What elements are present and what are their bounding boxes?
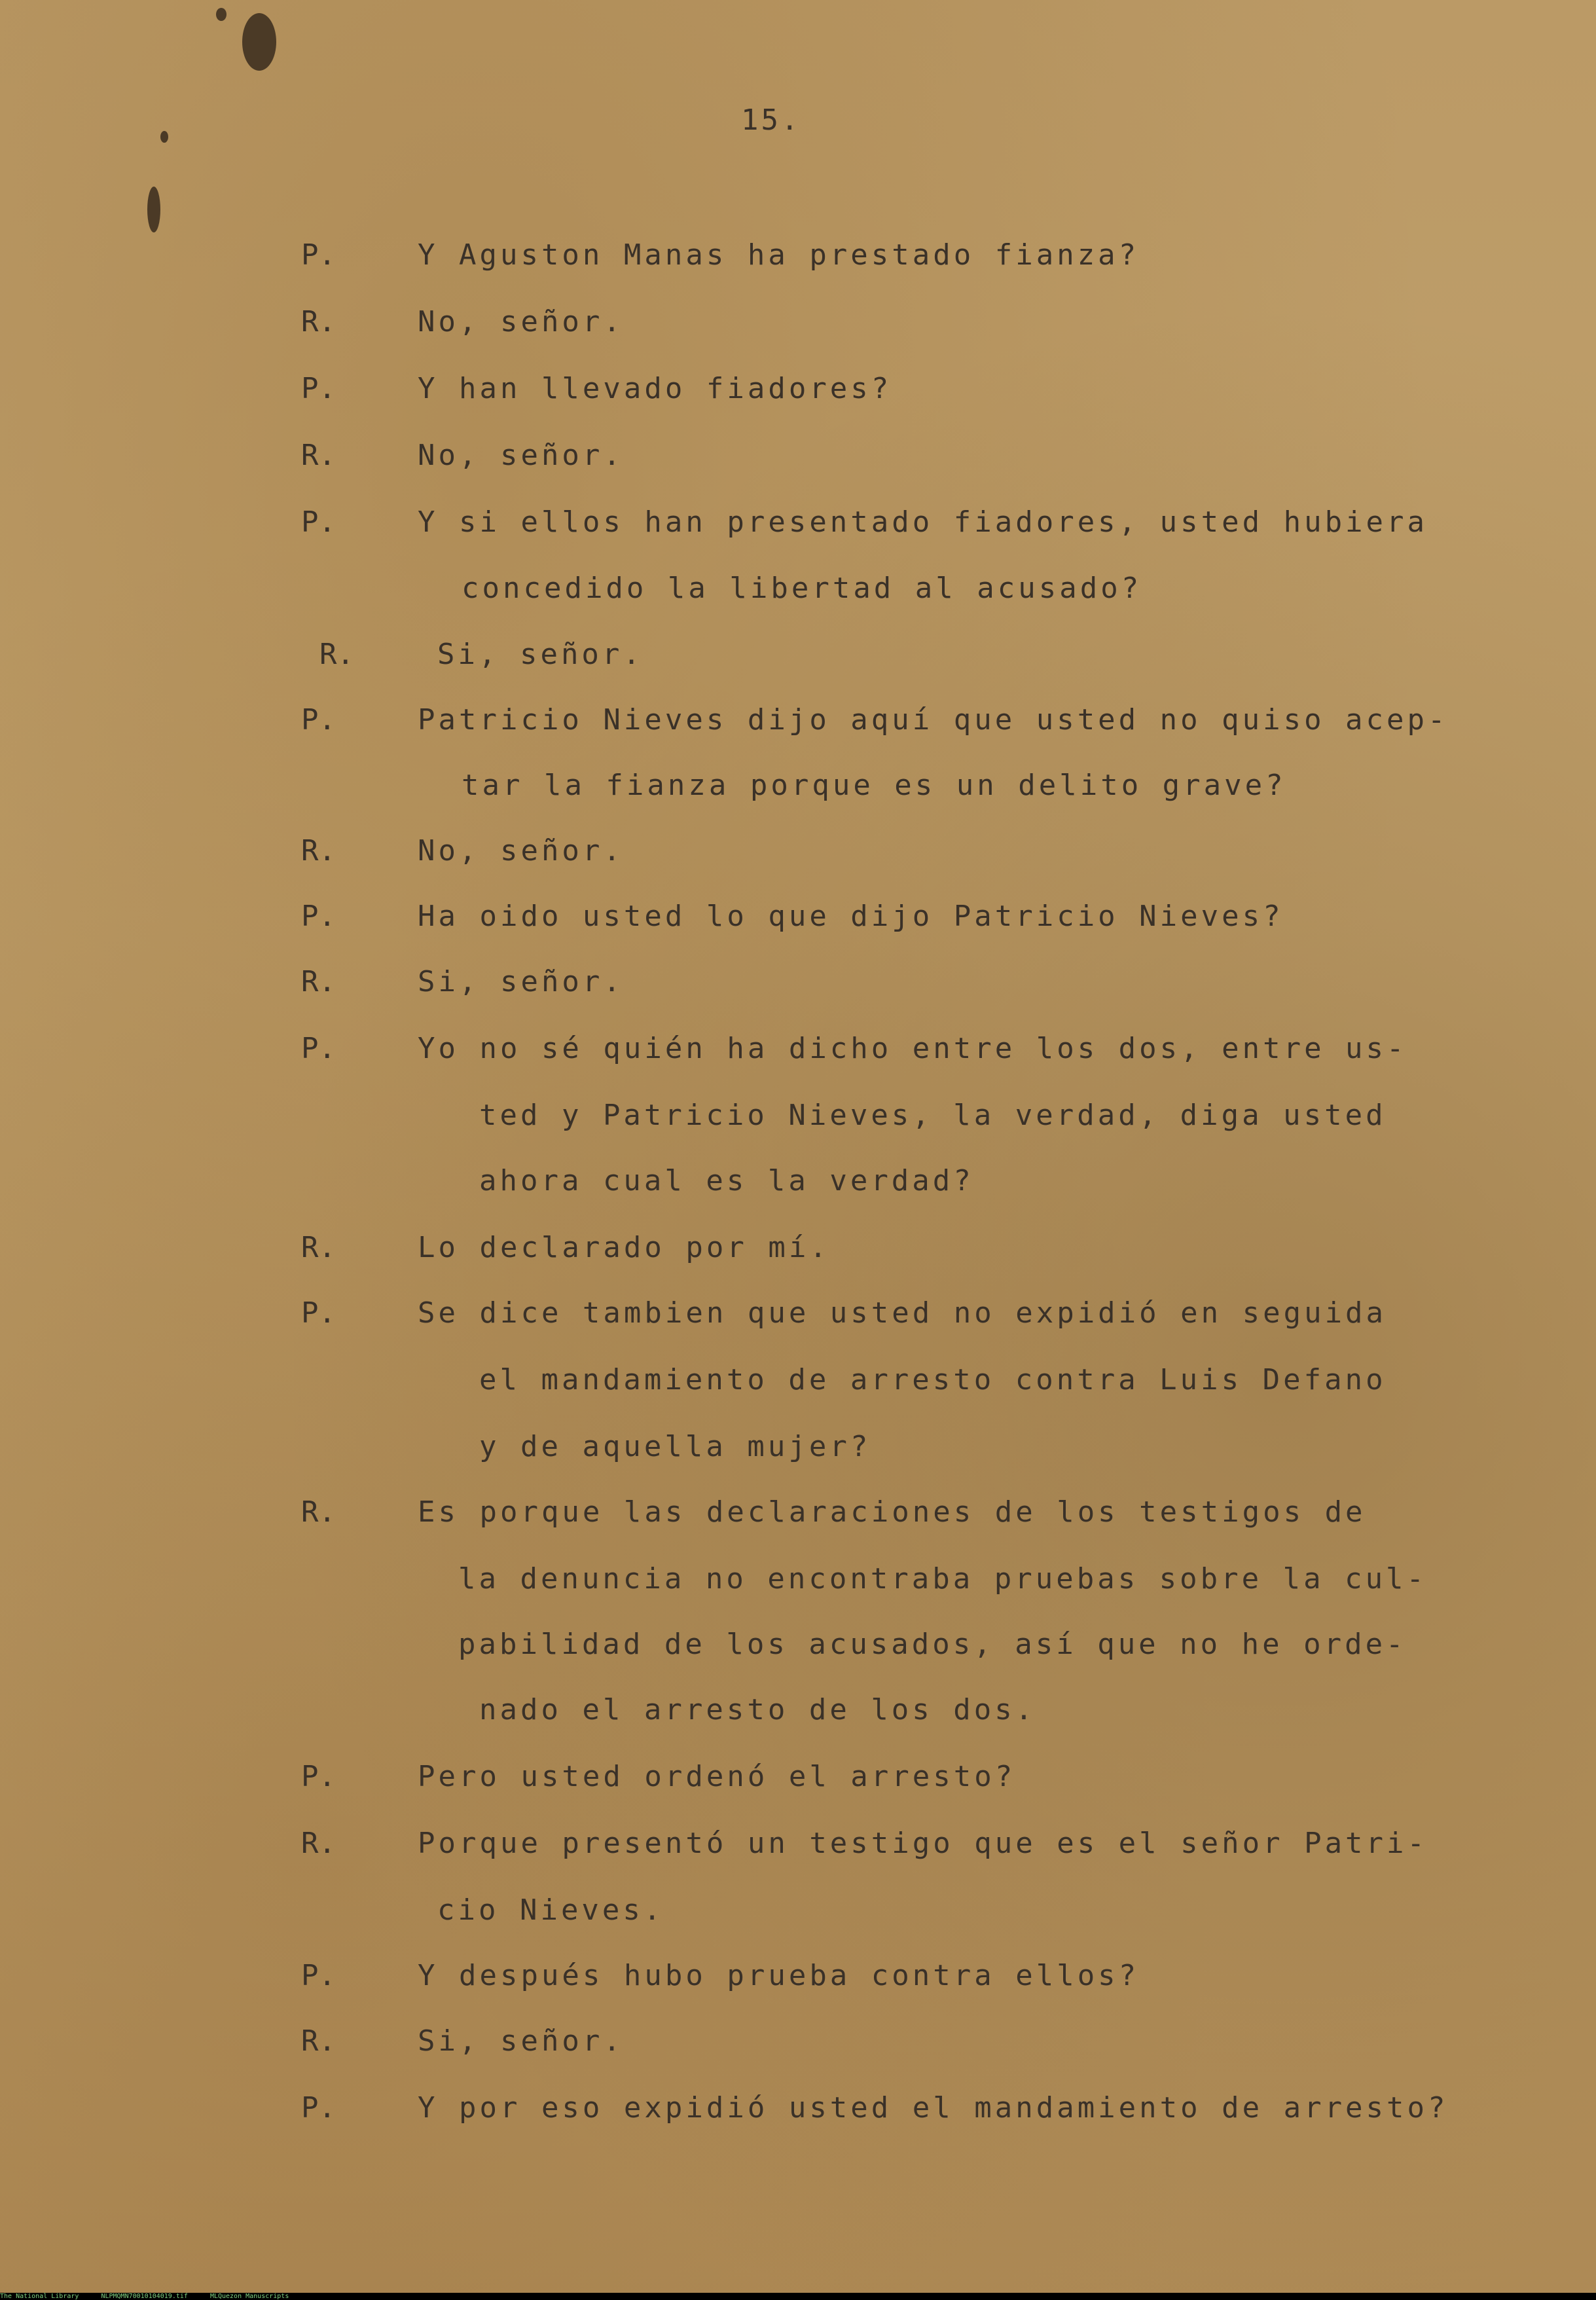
speaker-label: P. bbox=[301, 1959, 336, 1992]
line-text: Y después hubo prueba contra ellos? bbox=[418, 1959, 1140, 1992]
line-text: Se dice tambien que usted no expidió en seguida bbox=[418, 1296, 1387, 1330]
line-text: Si, señor. bbox=[418, 2024, 624, 2058]
speaker-label: P. bbox=[301, 900, 336, 933]
line-text: nado el arresto de los dos. bbox=[479, 1693, 1036, 1726]
speaker-label: R. bbox=[301, 305, 336, 338]
speaker-label: R. bbox=[301, 1231, 336, 1264]
line-text: Si, señor. bbox=[418, 965, 624, 998]
page-number: 15. bbox=[741, 103, 801, 137]
line-text: el mandamiento de arresto contra Luis Defano bbox=[479, 1363, 1387, 1396]
line-text: Es porque las declaraciones de los testigos de bbox=[418, 1495, 1366, 1529]
speaker-label: P. bbox=[301, 1032, 336, 1065]
ink-blot bbox=[216, 8, 227, 21]
line-text: Patricio Nieves dijo aquí que usted no quiso acep- bbox=[418, 703, 1449, 737]
speaker-label: P. bbox=[301, 372, 336, 405]
speaker-label: P. bbox=[301, 1760, 336, 1793]
speaker-label: P. bbox=[301, 238, 336, 272]
line-text: Lo declarado por mí. bbox=[418, 1231, 830, 1264]
speaker-label: R. bbox=[301, 1827, 336, 1860]
line-text: pabilidad de los acusados, así que no he orde- bbox=[458, 1628, 1407, 1661]
line-text: Porque presentó un testigo que es el señor Patri- bbox=[418, 1827, 1428, 1860]
line-text: No, señor. bbox=[418, 305, 624, 338]
footer-collection: MLQuezon Manuscripts bbox=[209, 2293, 289, 2300]
line-text: tar la fianza porque es un delito grave? bbox=[462, 769, 1286, 802]
speaker-label: P. bbox=[301, 2091, 336, 2125]
line-text: cio Nieves. bbox=[437, 1893, 664, 1927]
line-text: Ha oido usted lo que dijo Patricio Nieves? bbox=[418, 900, 1284, 933]
speaker-label: R. bbox=[301, 439, 336, 472]
line-text: Pero usted ordenó el arresto? bbox=[418, 1760, 1016, 1793]
speaker-label: R. bbox=[301, 1495, 336, 1529]
line-text: y de aquella mujer? bbox=[479, 1430, 871, 1463]
speaker-label: R. bbox=[301, 834, 336, 867]
footer-file: NLPMQMN70010104019.tif bbox=[101, 2293, 188, 2300]
line-text: Y han llevado fiadores? bbox=[418, 372, 892, 405]
line-text: concedido la libertad al acusado? bbox=[462, 572, 1142, 605]
line-text: No, señor. bbox=[418, 834, 624, 867]
speaker-label: R. bbox=[301, 2024, 336, 2058]
ink-blot bbox=[160, 131, 168, 143]
footer-library: The National Library bbox=[0, 2293, 79, 2300]
line-text: ted y Patricio Nieves, la verdad, diga usted bbox=[479, 1099, 1387, 1132]
speaker-label: P. bbox=[301, 505, 336, 539]
speaker-label: R. bbox=[301, 965, 336, 998]
line-text: Si, señor. bbox=[437, 638, 644, 671]
speaker-label: R. bbox=[319, 638, 354, 671]
line-text: No, señor. bbox=[418, 439, 624, 472]
speaker-label: P. bbox=[301, 1296, 336, 1330]
line-text: Y Aguston Manas ha prestado fianza? bbox=[418, 238, 1140, 272]
line-text: Yo no sé quién ha dicho entre los dos, entre us- bbox=[418, 1032, 1407, 1065]
line-text: ahora cual es la verdad? bbox=[479, 1164, 974, 1197]
line-text: Y por eso expidió usted el mandamiento de arresto? bbox=[418, 2091, 1449, 2125]
ink-blot bbox=[147, 187, 160, 232]
scan-footer bbox=[0, 2293, 1596, 2300]
line-text: la denuncia no encontraba pruebas sobre la cul- bbox=[458, 1562, 1428, 1596]
ink-blot bbox=[242, 13, 276, 71]
line-text: Y si ellos han presentado fiadores, usted hubiera bbox=[418, 505, 1428, 539]
speaker-label: P. bbox=[301, 703, 336, 737]
